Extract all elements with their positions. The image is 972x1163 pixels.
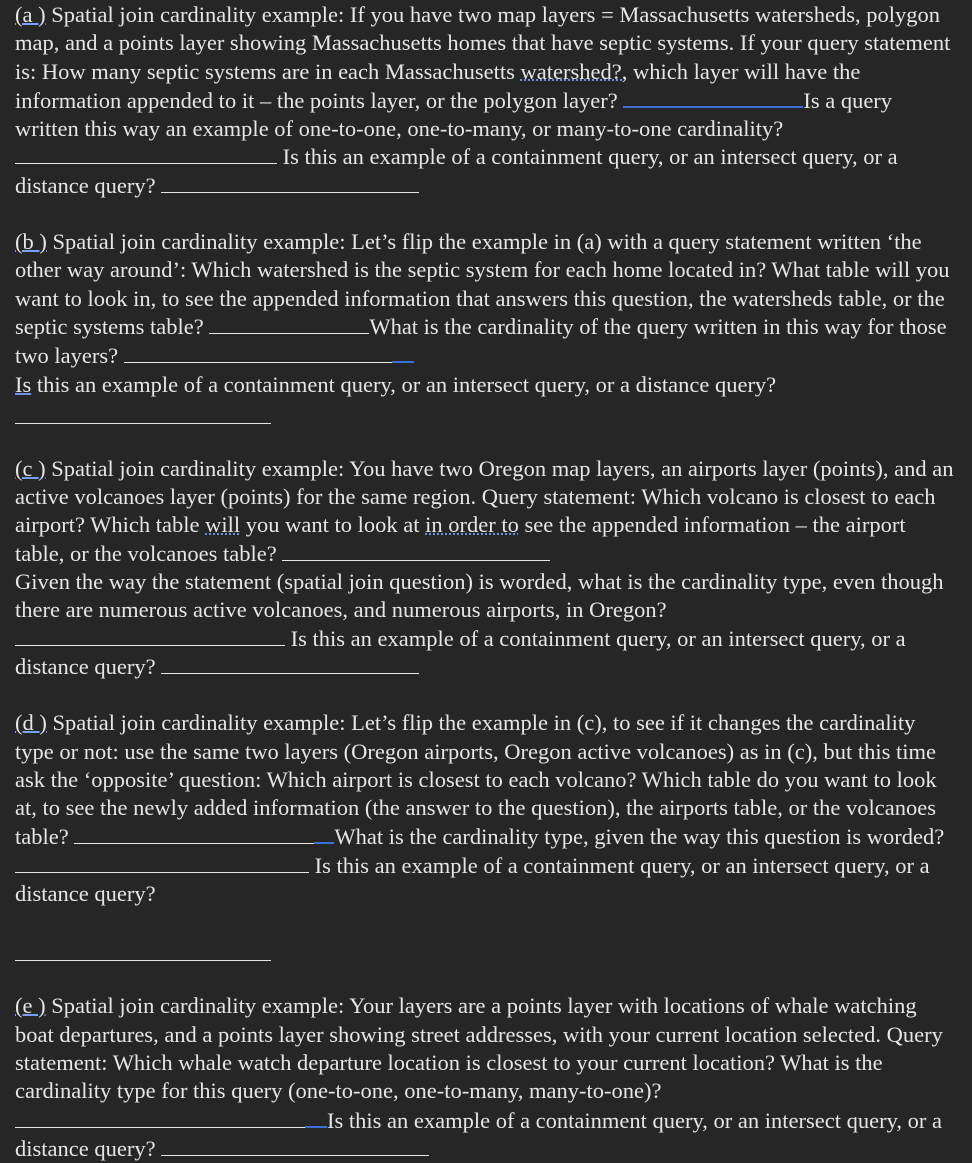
question-d-text-1: Spatial join cardinality example: Let’s flip the example in (c), to see if it changes the cardinality type or not: use the same two layers (Oregon airports, Oregon active volcanoes) as in (c), but this time ask the ‘opposite’ question: Which airport is closest to each volcano? Which table do you want to look at, to see the newly added information (the answer to the question), the airports table, or the volcanoes table? — [15, 710, 937, 850]
question-e — [15, 992, 956, 1163]
answer-blank-d2[interactable] — [15, 852, 309, 873]
question-e-text-1: Spatial join cardinality example: Your layers are a points layer with locations of whale watching boat departures, and a points layer showing street addresses, with your current location selected. Query statement: Which whale watch departure location is closest to your current location? What is the cardinality type for this query (one-to-one, one-to-many, many-to-one)? — [15, 993, 943, 1104]
answer-blank-b2[interactable] — [124, 342, 392, 363]
question-b-text-3: Is — [15, 371, 32, 397]
question-d-text-3: Is this an example of a containment query, or an intersect query, or a distance query? — [15, 852, 930, 907]
question-d-text-2: What is the cardinality type, given the way this question is worded? — [334, 824, 945, 850]
question-c-text-6: Given the way the statement (spatial join question) is worded, what is the cardinality type, even though there are numerous active volcanoes, and numerous airports, in Oregon? — [15, 569, 944, 623]
question-c-text-1: Spatial join cardinality example: You have two Oregon map layers, an airports layer (points), and an active volcanoes layer (points) for the same region. Query statement: Which volcano is closest to each airport? Which table — [15, 455, 954, 538]
question-c-text-7: Is this an example of a containment query, or an intersect query, or a distance query? — [15, 625, 906, 679]
question-a-label: (a ) — [15, 2, 46, 27]
question-a-text-3: which layer will have the information appended to it – the points layer, or the polygon layer? — [15, 58, 861, 113]
answer-blank-c2[interactable] — [15, 625, 285, 646]
question-c-label: (c ) — [15, 455, 46, 481]
answer-blank-e1-tail — [305, 1106, 327, 1128]
question-c-text-4: in order to — [425, 512, 519, 538]
answer-blank-b3[interactable] — [15, 403, 271, 424]
question-a-text-4: Is a query written this way an example of one-to-one, one-to-many, or many-to-one cardinality? — [15, 87, 893, 142]
question-e-label: (e ) — [15, 993, 46, 1019]
answer-blank-c3[interactable] — [161, 653, 419, 674]
question-e-text-2: Is this an example of a containment query, or an intersect query, or a distance query? — [15, 1107, 942, 1161]
answer-blank-e2[interactable] — [161, 1135, 429, 1156]
answer-line-d3 — [15, 936, 956, 964]
question-b-label: (b ) — [15, 229, 47, 255]
question-b — [15, 228, 956, 399]
answer-line-b3 — [15, 399, 956, 427]
answer-blank-a3[interactable] — [161, 172, 419, 193]
answer-blank-a1[interactable] — [623, 86, 803, 108]
question-a-text-2: watershed?, — [520, 58, 628, 84]
question-a-text-5: Is this an example of a containment query, or an intersect query, or a distance query? — [15, 144, 898, 198]
answer-blank-a2[interactable] — [15, 143, 277, 164]
question-d-label: (d ) — [15, 710, 47, 736]
answer-blank-e1[interactable] — [15, 1107, 305, 1128]
question-a — [15, 1, 956, 200]
answer-blank-d3[interactable] — [15, 940, 271, 961]
question-a-text-1: Spatial join cardinality example: If you have two map layers = Massachusetts watersheds, polygon map, and a points layer showing Massachusetts homes that have septic systems. If your query statement is: How many septic systems are in each Massachusetts — [15, 2, 951, 84]
answer-blank-b1[interactable] — [209, 313, 369, 334]
question-c — [15, 455, 956, 681]
question-b-text-2: What is the cardinality of the query written in this way for those two layers? — [15, 313, 947, 369]
answer-blank-c1[interactable] — [282, 540, 550, 561]
answer-blank-d1-tail — [314, 822, 334, 844]
question-b-text-4: this an example of a containment query, or an intersect query, or a distance query? — [31, 371, 777, 397]
question-c-text-3: you want to look at — [240, 512, 426, 538]
question-c-text-5: see the appended information – the airport table, or the volcanoes table? — [15, 512, 906, 566]
question-b-text-1: Spatial join cardinality example: Let’s flip the example in (a) with a query statement written ‘the other way around’: Which watershed is the septic system for each home located in? What table will you want to look in, to see the appended information that answers this question, the watersheds table, or the septic systems table? — [15, 229, 950, 339]
question-c-text-2: will — [205, 512, 241, 538]
answer-blank-b2-tail — [392, 341, 414, 363]
question-d — [15, 709, 956, 908]
answer-blank-d1[interactable] — [74, 823, 314, 844]
